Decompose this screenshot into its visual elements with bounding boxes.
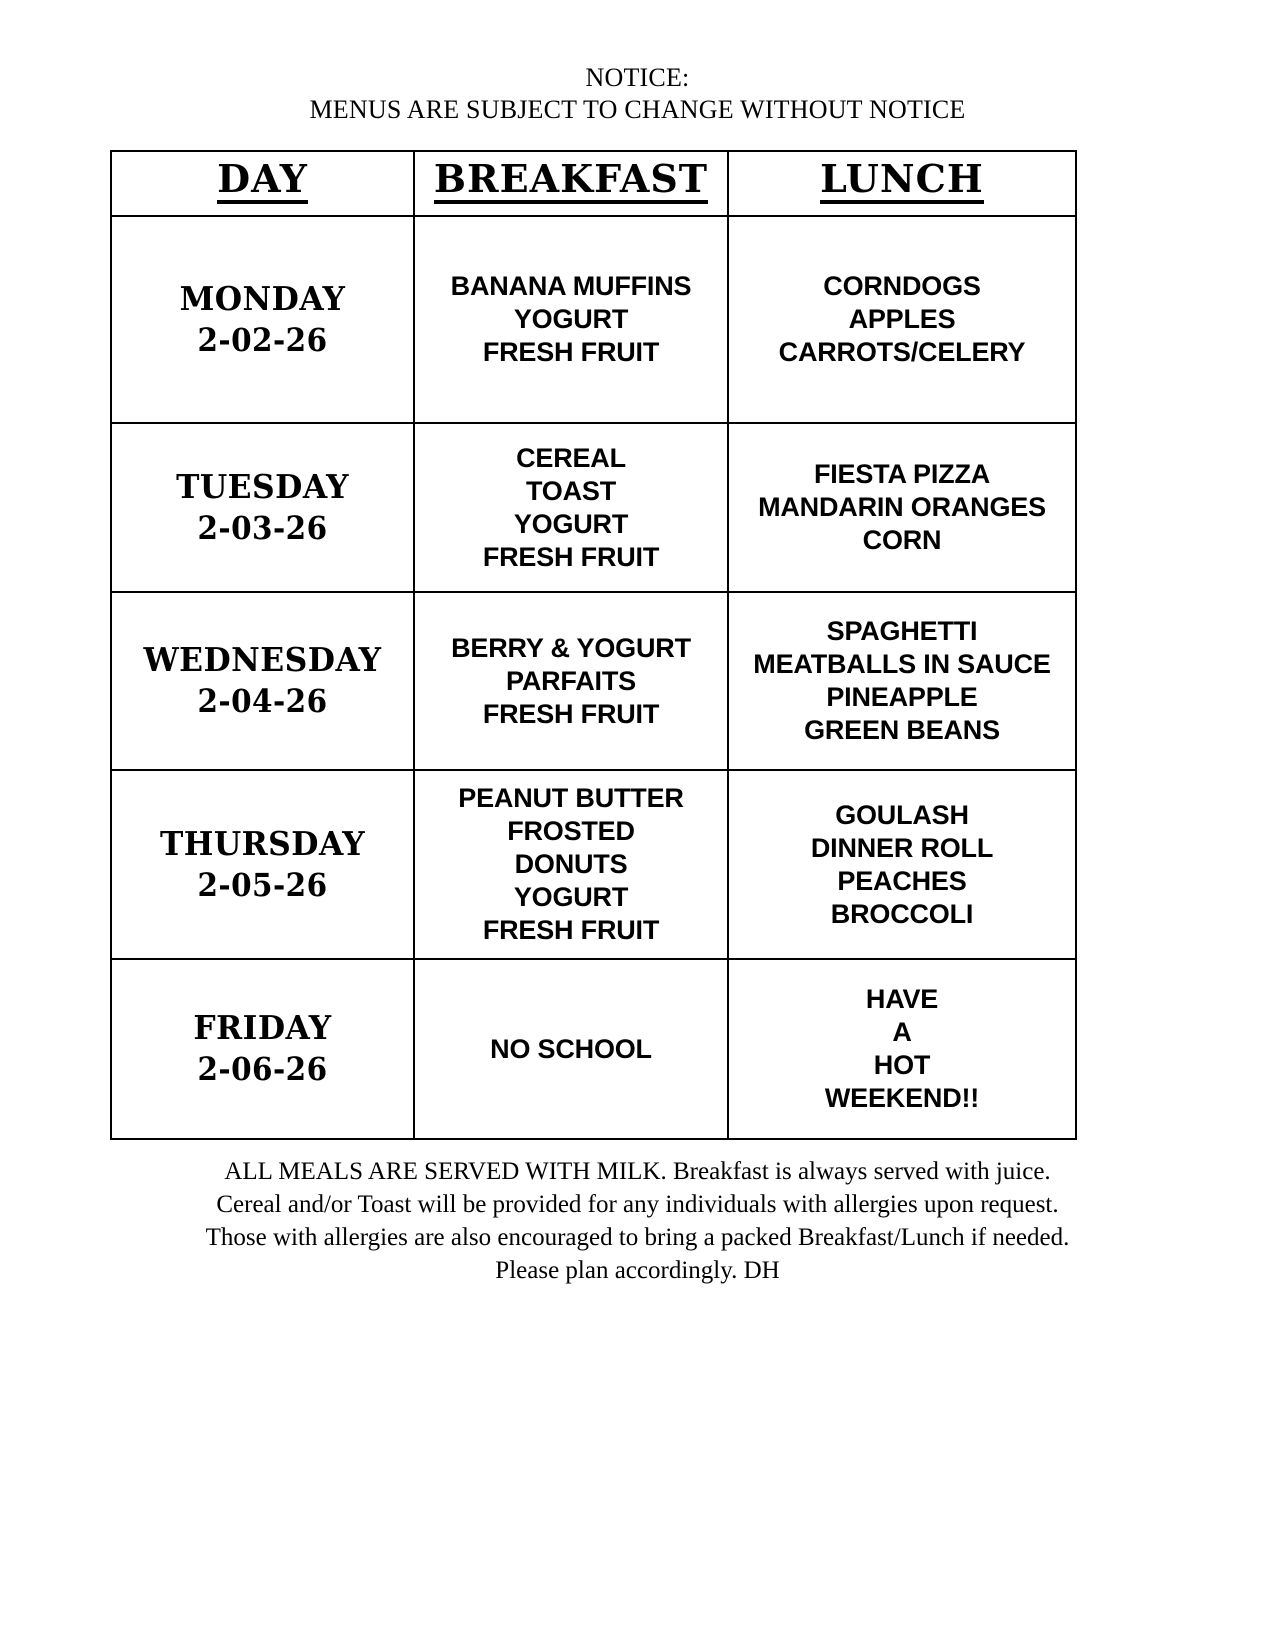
meal-item: BERRY & YOGURT bbox=[451, 632, 691, 663]
lunch-cell-monday bbox=[728, 216, 1076, 423]
meal-item: MANDARIN ORANGES bbox=[758, 492, 1046, 522]
day-cell-monday bbox=[111, 216, 414, 423]
meal-item: YOGURT bbox=[513, 304, 629, 334]
table-row bbox=[111, 423, 1076, 592]
meal-item: HOT bbox=[873, 1050, 931, 1080]
meal-item: APPLES bbox=[848, 304, 956, 334]
breakfast-cell-wednesday bbox=[414, 592, 728, 770]
meal-item: DINNER ROLL bbox=[810, 832, 994, 863]
column-header-breakfast-label: BREAKFAST bbox=[434, 159, 708, 204]
footer-line-4: Please plan accordingly. DH bbox=[495, 1257, 780, 1284]
breakfast-cell-thursday bbox=[414, 770, 728, 959]
breakfast-items bbox=[415, 782, 727, 947]
meal-item: FRESH FRUIT bbox=[482, 541, 660, 572]
day-cell-wednesday bbox=[111, 592, 414, 770]
day-date: 2-04-26 bbox=[197, 682, 328, 720]
lunch-cell-wednesday bbox=[728, 592, 1076, 770]
lunch-items bbox=[729, 615, 1075, 747]
meal-item: YOGURT bbox=[513, 882, 629, 912]
meal-item: A bbox=[892, 1017, 912, 1047]
lunch-cell-thursday bbox=[728, 770, 1076, 959]
breakfast-items bbox=[415, 632, 727, 731]
table-row bbox=[111, 216, 1076, 423]
column-header-day bbox=[111, 151, 414, 216]
column-header-breakfast bbox=[414, 151, 728, 216]
column-header-day-label: DAY bbox=[217, 159, 308, 204]
meal-item: PARFAITS bbox=[506, 665, 636, 696]
weekly-menu-table bbox=[110, 150, 1077, 1140]
breakfast-cell-monday bbox=[414, 216, 728, 423]
table-header-row bbox=[111, 151, 1076, 216]
footer-line-1: ALL MEALS ARE SERVED WITH MILK. Breakfast is always served with juice. bbox=[224, 1158, 1051, 1185]
meal-item: MEATBALLS IN SAUCE bbox=[753, 649, 1051, 679]
day-cell-friday bbox=[111, 959, 414, 1139]
footer-line-2: Cereal and/or Toast will be provided for any individuals with allergies upon request. bbox=[216, 1191, 1059, 1218]
day-date: 2-06-26 bbox=[197, 1050, 328, 1088]
column-header-lunch-label: LUNCH bbox=[820, 159, 984, 204]
day-date: 2-02-26 bbox=[197, 320, 328, 359]
lunch-items bbox=[729, 270, 1075, 369]
meal-item: BANANA MUFFINS bbox=[450, 271, 692, 301]
notice-line-2: MENUS ARE SUBJECT TO CHANGE WITHOUT NOTICE bbox=[309, 95, 966, 124]
meal-item: TOAST bbox=[525, 475, 616, 506]
meal-item: CARROTS/CELERY bbox=[778, 337, 1026, 367]
day-name: WEDNESDAY bbox=[143, 640, 382, 679]
breakfast-items bbox=[415, 1033, 727, 1066]
meal-item: BROCCOLI bbox=[830, 898, 974, 929]
lunch-items bbox=[729, 983, 1075, 1115]
meal-item: GREEN BEANS bbox=[804, 715, 1000, 745]
meal-item: SPAGHETTI bbox=[826, 616, 978, 646]
meal-item: CORN bbox=[862, 525, 942, 555]
day-cell-thursday bbox=[111, 770, 414, 959]
meal-item: NO SCHOOL bbox=[490, 1033, 652, 1064]
table-row bbox=[111, 592, 1076, 770]
meal-item: YOGURT bbox=[513, 508, 629, 539]
meal-item: WEEKEND!! bbox=[824, 1083, 980, 1113]
table-row bbox=[111, 959, 1076, 1139]
day-name: THURSDAY bbox=[159, 823, 366, 863]
meal-item: FRESH FRUIT bbox=[482, 915, 660, 945]
meal-item: FRESH FRUIT bbox=[482, 698, 660, 729]
day-name: MONDAY bbox=[179, 278, 346, 318]
footer-notes bbox=[0, 1155, 1275, 1287]
meal-item: HAVE bbox=[865, 984, 939, 1014]
meal-item: CEREAL bbox=[516, 442, 626, 473]
day-name: TUESDAY bbox=[176, 466, 349, 506]
day-date: 2-03-26 bbox=[197, 508, 328, 547]
notice-line-1: NOTICE: bbox=[585, 63, 690, 92]
footer-line-3: Those with allergies are also encouraged to bring a packed Breakfast/Lunch if needed. bbox=[205, 1224, 1070, 1251]
column-header-lunch bbox=[728, 151, 1076, 216]
breakfast-items bbox=[415, 270, 727, 369]
meal-item: CORNDOGS bbox=[823, 271, 981, 301]
notice-header bbox=[0, 62, 1275, 126]
lunch-items bbox=[729, 799, 1075, 931]
meal-item: PINEAPPLE bbox=[826, 682, 978, 712]
lunch-items bbox=[729, 458, 1075, 557]
day-name: FRIDAY bbox=[193, 1008, 332, 1047]
meal-item: PEACHES bbox=[837, 865, 967, 896]
meal-item: PEANUT BUTTER bbox=[458, 783, 684, 813]
day-date: 2-05-26 bbox=[197, 865, 328, 904]
meal-item: FIESTA PIZZA bbox=[813, 459, 991, 489]
day-cell-tuesday bbox=[111, 423, 414, 592]
breakfast-cell-friday bbox=[414, 959, 728, 1139]
meal-item: GOULASH bbox=[835, 799, 969, 830]
meal-item: DONUTS bbox=[514, 849, 628, 879]
breakfast-items bbox=[415, 442, 727, 574]
breakfast-cell-tuesday bbox=[414, 423, 728, 592]
meal-item: FROSTED bbox=[507, 816, 635, 846]
table-row bbox=[111, 770, 1076, 959]
lunch-cell-tuesday bbox=[728, 423, 1076, 592]
meal-item: FRESH FRUIT bbox=[482, 337, 660, 367]
lunch-cell-friday bbox=[728, 959, 1076, 1139]
